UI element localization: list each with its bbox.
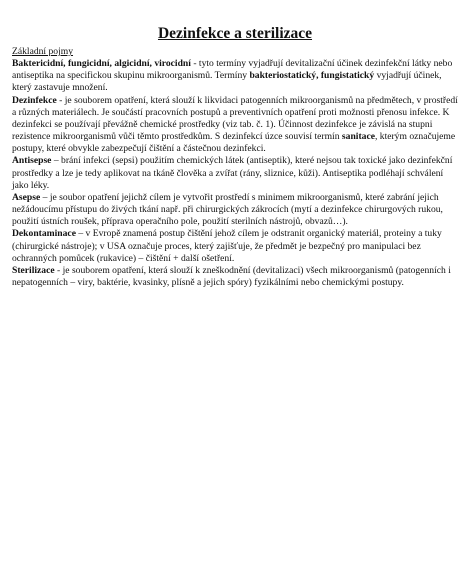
text-baktericidni-2: vyjadřují účinek, který zastavuje množení.	[12, 70, 442, 94]
term-dezinfekce: Dezinfekce	[12, 94, 57, 106]
paragraph-dekontaminace	[12, 228, 458, 264]
paragraph-antisepse	[12, 155, 458, 191]
text-asepse: – je soubor opatření jejichž cílem je vytvořit prostředí s minimem mikroorganismů, které zabrání jejich nežádoucímu přístupu do živých tkání např. při chirurgických zákrocích (mytí a dezinfekce chirurgových rukou, použití ústních roušek, příprava operačního pole, použití sterilních nástrojů, obvazů…).	[12, 191, 443, 228]
paragraph-baktericidni	[12, 58, 458, 94]
text-baktericidni-1: - tyto termíny vyjadřují devitalizační účinek dezinfekční látky nebo antiseptika na specifickou skupinu mikroorganismů. Termíny	[12, 58, 453, 82]
term-asepse: Asepse	[12, 191, 41, 203]
paragraph-sterilizace	[12, 265, 458, 289]
term-dekontaminace: Dekontaminace	[12, 228, 76, 240]
text-sterilizace: - je souborem opatření, která slouží k zneškodnění (devitalizaci) všech mikroorganismů (patogenních i nepatogenních – viry, baktérie, kvasinky, plísně a jejich spóry) fyzikálními nebo chemickými postupy.	[12, 264, 451, 288]
term-antisepse: Antisepse	[12, 155, 52, 167]
text-dezinfekce-2: , kterým označujeme postupy, které obvykle zabezpečují čištění a částečnou dezinfekci.	[12, 131, 456, 155]
page-title: Dezinfekce a sterilizace	[157, 25, 313, 42]
term-baktericidni: Baktericidní, fungicidní, algicidní, virocidní	[12, 58, 191, 70]
text-dezinfekce-1: - je souborem opatření, která slouží k likvidaci patogenních mikroorganismů na předmětech, v prostředí a různých materiálech. Je součástí pracovních postupů a preventivních opatření proti možnosti přenosu infekce. K dezinfekci se používají převážně chemické prostředky (viz tab. č. 1). Účinnost dezinfekce je závislá na stupni rezistence mikroorganismů vůči těmto prostředkům. S dezinfekcí úzce souvisí termín	[12, 94, 458, 143]
text-dekontaminace: – v Evropě znamená postup čištění jehož cílem je odstranit organický materiál, proteiny a tuky (chirurgické nástroje); v USA označuje proces, který zajišťuje, že předmět je bezpečný pro manipulaci bez ochranných pomůcek (rukavice) – čištění + další ošetření.	[12, 228, 442, 264]
section-subtitle: Základní pojmy	[12, 46, 74, 57]
term-sterilizace: Sterilizace	[12, 264, 55, 276]
term-sanitace: sanitace	[341, 131, 375, 143]
document-page	[12, 26, 458, 289]
paragraph-asepse	[12, 192, 458, 228]
paragraph-dezinfekce	[12, 95, 458, 156]
text-antisepse: – brání infekci (sepsi) použitím chemických látek (antiseptik), které nejsou tak toxické jako dezinfekční prostředky a lze je tedy aplikovat na tkáně člověka a zvířat (rány, sliznice, kůži). Antiseptika podléhají schválení jako léky.	[12, 155, 453, 191]
term-bakteriostaticky: bakteriostatický, fungistatický	[249, 70, 375, 82]
